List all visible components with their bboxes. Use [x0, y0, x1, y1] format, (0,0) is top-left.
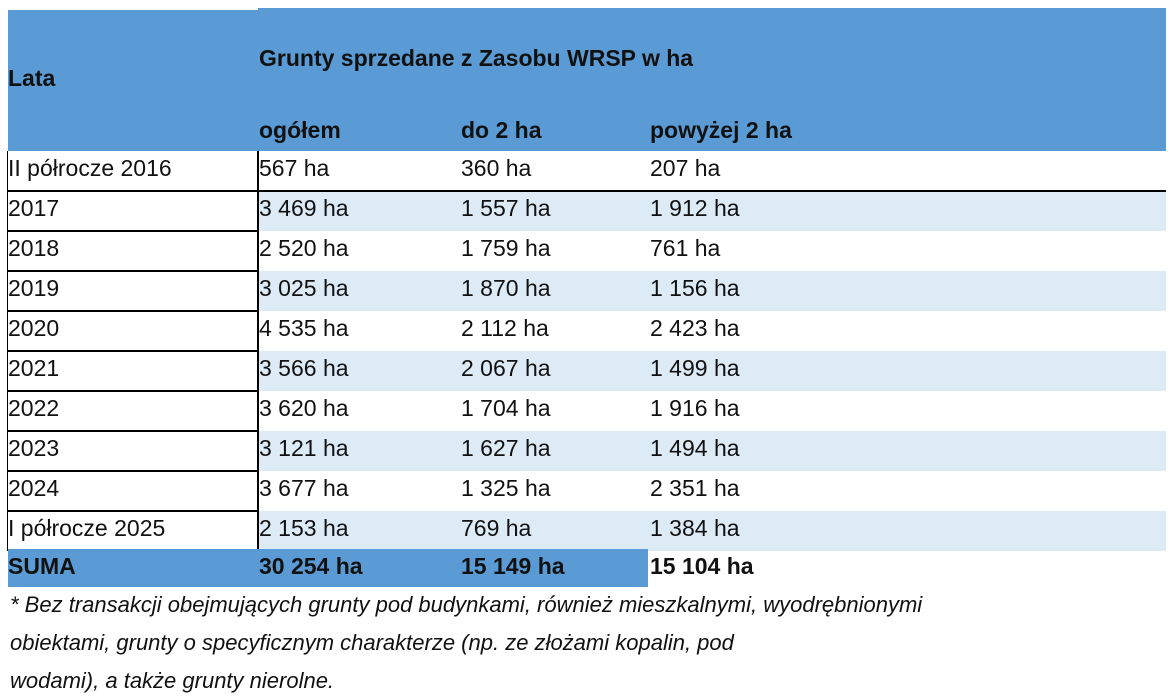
row-year: 2020: [8, 315, 60, 341]
row-over2: 2 351 ha: [650, 475, 740, 501]
row-upto2: 1 759 ha: [461, 235, 551, 261]
footnote-line-2: obiektami, grunty o specyficznym charakterze (np. ze złożami kopalin, pod: [10, 630, 734, 655]
header-top-gap: [8, 8, 258, 10]
years-column-border: [257, 151, 259, 551]
row-year: 2021: [8, 355, 60, 381]
row-year: 2019: [8, 275, 60, 301]
row-upto2: 2 067 ha: [461, 355, 551, 381]
table-header: [8, 8, 1166, 151]
row-year: I półrocze 2025: [8, 515, 166, 541]
row-total: 3 121 ha: [259, 435, 349, 461]
row-year: 2022: [8, 395, 60, 421]
footnote-line-3: wodami), a także grunty nierolne.: [10, 668, 335, 693]
row-total: 3 025 ha: [259, 275, 349, 301]
row-upto2: 1 325 ha: [461, 475, 551, 501]
row-total: 3 677 ha: [259, 475, 349, 501]
sum-over2: 15 104 ha: [650, 553, 754, 579]
row-over2: 2 423 ha: [650, 315, 740, 341]
sum-total: 30 254 ha: [259, 553, 363, 579]
row-total: 567 ha: [259, 155, 330, 181]
row-year: II półrocze 2016: [8, 155, 172, 181]
row-over2: 1 499 ha: [650, 355, 740, 381]
row-over2: 1 916 ha: [650, 395, 740, 421]
row-total: 3 620 ha: [259, 395, 349, 421]
left-border: [7, 151, 8, 551]
row-over2: 1 384 ha: [650, 515, 740, 541]
row-total: 2 520 ha: [259, 235, 349, 261]
row-upto2: 769 ha: [461, 515, 532, 541]
sum-label: SUMA: [8, 553, 76, 579]
row-over2: 1 912 ha: [650, 195, 740, 221]
row-over2: 1 494 ha: [650, 435, 740, 461]
header-over2: powyżej 2 ha: [650, 117, 792, 143]
row-upto2: 360 ha: [461, 155, 532, 181]
row-over2: 761 ha: [650, 235, 721, 261]
row-upto2: 1 870 ha: [461, 275, 551, 301]
row-upto2: 1 557 ha: [461, 195, 551, 221]
header-group-title: Grunty sprzedane z Zasobu WRSP w ha: [259, 45, 694, 71]
row-year: 2023: [8, 435, 60, 461]
sum-upto2: 15 149 ha: [461, 553, 565, 579]
row-total: 2 153 ha: [259, 515, 349, 541]
row-over2: 207 ha: [650, 155, 721, 181]
row-total: 3 566 ha: [259, 355, 349, 381]
footnote-line-1: * Bez transakcji obejmujących grunty pod budynkami, również mieszkalnymi, wyodrębnionymi: [10, 592, 923, 617]
row-over2: 1 156 ha: [650, 275, 740, 301]
first-row-bottom-border: [258, 190, 1166, 192]
row-year: 2017: [8, 195, 60, 221]
row-year: 2024: [8, 475, 60, 501]
header-years: Lata: [8, 65, 56, 91]
row-total: 3 469 ha: [259, 195, 349, 221]
row-upto2: 1 704 ha: [461, 395, 551, 421]
header-upto2: do 2 ha: [461, 117, 542, 143]
row-total: 4 535 ha: [259, 315, 349, 341]
row-upto2: 2 112 ha: [461, 315, 549, 341]
row-upto2: 1 627 ha: [461, 435, 551, 461]
header-total: ogółem: [259, 117, 341, 143]
row-year: 2018: [8, 235, 60, 261]
